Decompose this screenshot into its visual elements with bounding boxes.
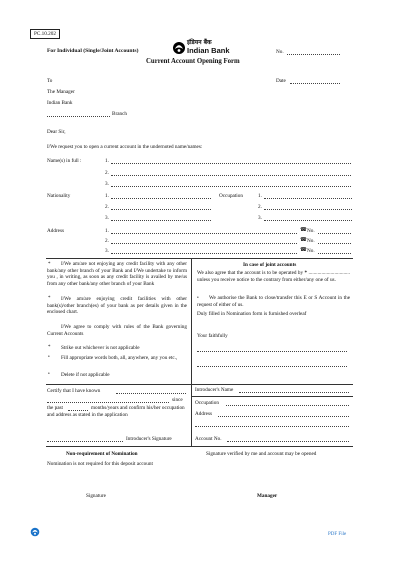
address-row-2-number: 2. xyxy=(105,238,109,244)
certify-months: months/years and confirm his/her occupation and address as stated in the application xyxy=(47,405,185,418)
name-row-3-number: 3. xyxy=(105,181,109,187)
bullet-star-1: * xyxy=(48,262,51,267)
address-row-1-number: 1. xyxy=(105,228,109,234)
names-label: Name(s) in full : xyxy=(47,158,82,164)
nomination-heading: Non-requirement of Nomination xyxy=(66,451,138,457)
divider-intro-name xyxy=(191,396,353,397)
certify-name-field[interactable] xyxy=(116,393,186,394)
address-row-3-number: 3. xyxy=(105,248,109,254)
bank-logo xyxy=(172,40,232,56)
occupation-field-2[interactable] xyxy=(264,209,352,210)
bullet-dot-right: • xyxy=(197,296,199,301)
occupation-row-3-number: 3. xyxy=(258,215,262,221)
certify-the-past: the past xyxy=(47,405,63,411)
footer-logo xyxy=(30,527,40,537)
address-intro-label: Address xyxy=(195,411,213,417)
left-para-2: I/We am/are enjoying credit facilities with other bank(s)/other branch(es) of your bank as per details given in the enclosed chart. xyxy=(47,296,187,315)
note-3: Delete if not applicable xyxy=(61,372,110,378)
signature-line-2[interactable] xyxy=(197,366,347,367)
nationality-field-2[interactable] xyxy=(111,209,211,210)
request-text: I/We request you to open a current account in the undernoted name/names: xyxy=(47,144,203,150)
date-label: Date xyxy=(276,78,286,84)
note-1: Strike out whichever is not applicable xyxy=(61,345,140,351)
phone-field-1[interactable] xyxy=(318,233,351,234)
nationality-field-3[interactable] xyxy=(111,220,211,221)
certify-line-2[interactable] xyxy=(47,402,169,403)
nationality-field-1[interactable] xyxy=(111,198,211,199)
bullet-dot-2: • xyxy=(48,372,50,377)
bank-label: Indian Bank xyxy=(47,100,73,106)
certify-since: since xyxy=(172,397,183,403)
certify-text-1: Certify that I have known xyxy=(47,388,101,394)
divider-certify-bottom xyxy=(46,446,353,447)
introducer-signature-label: Introducer's Signature xyxy=(126,436,172,442)
phone-label-3: No. xyxy=(307,248,315,254)
address-intro-field-1[interactable] xyxy=(218,416,349,417)
left-para-3: I/We agree to comply with rules of the Bank governing Current Accounts xyxy=(47,324,187,337)
divider-top xyxy=(46,258,353,259)
account-no-field[interactable] xyxy=(227,441,349,442)
individual-label: For Individual (Single/Joint Accounts) xyxy=(47,48,139,54)
bank-name-hindi: इंडियन बैंक xyxy=(187,39,212,46)
right-para-2: We authorise the Bank to close/transfer this E or S Account in the request of either of us. xyxy=(197,295,350,308)
nationality-row-3-number: 3. xyxy=(105,215,109,221)
certify-months-text xyxy=(47,405,187,418)
bullet-star-3: * xyxy=(48,345,51,350)
divider-vertical-upper xyxy=(191,258,192,384)
account-no-label: Account No. xyxy=(195,436,222,442)
yours-faithfully: Your faithfully xyxy=(197,333,228,339)
name-field-2[interactable] xyxy=(111,175,351,176)
manager-label: The Manager xyxy=(47,89,75,95)
phone-label-1: No. xyxy=(307,228,315,234)
introducer-name-field[interactable] xyxy=(239,392,349,393)
salutation: Dear Sir, xyxy=(47,129,66,135)
nationality-label: Nationality xyxy=(47,193,71,199)
verified-text: Signature verified by me and account may be opened xyxy=(206,451,317,457)
occupation-row-2-number: 2. xyxy=(258,204,262,210)
footer-logo-icon xyxy=(30,527,40,537)
to-label: To xyxy=(47,78,53,84)
signature-line-1[interactable] xyxy=(197,351,347,352)
form-number-label: No. xyxy=(276,49,284,55)
occupation-intro-field[interactable] xyxy=(226,405,349,406)
form-code-box xyxy=(30,29,60,39)
left-para-1: I/We am/are not enjoying any credit facility with any other bank/any other branch of your Bank and I/We undertake to inform you , in writing, as soon as any credit facility is availed by me/us from any other bank/any other branch of your Bank xyxy=(47,261,187,287)
name-row-1-number: 1. xyxy=(105,158,109,164)
address-intro-field-2[interactable] xyxy=(195,426,349,427)
address-field-2[interactable] xyxy=(111,243,297,244)
introducer-name-label: Introducer's Name xyxy=(195,387,234,393)
bullet-star-2: * xyxy=(48,296,51,301)
phone-icon-1: ☎ xyxy=(300,227,307,233)
phone-label-2: No. xyxy=(307,238,315,244)
nationality-row-1-number: 1. xyxy=(105,193,109,199)
introducer-signature-line[interactable] xyxy=(47,441,123,442)
name-row-2-number: 2. xyxy=(105,170,109,176)
phone-icon-2: ☎ xyxy=(300,237,307,243)
right-para-1 xyxy=(197,270,350,283)
occupation-row-1-number: 1. xyxy=(258,193,262,199)
address-field-3[interactable] xyxy=(111,253,297,254)
name-field-3[interactable] xyxy=(111,186,351,187)
form-number-field[interactable] xyxy=(287,54,340,55)
manager-signature-label: Manager xyxy=(257,493,278,499)
phone-field-2[interactable] xyxy=(318,243,351,244)
bank-logo-icon xyxy=(172,41,186,55)
bank-name: Indian Bank xyxy=(187,46,230,55)
form-code: PC.10.202 xyxy=(34,30,56,37)
right-para-1-mark: * xyxy=(304,270,308,276)
phone-icon-3: ☎ xyxy=(300,247,307,253)
name-field-1[interactable] xyxy=(111,163,351,164)
signature-label: Signature xyxy=(86,493,106,499)
right-para-1-cont: unless you receive notice to the contrary from either/any one of us. xyxy=(197,276,336,283)
occupation-intro-label: Occupation xyxy=(195,400,219,406)
bullet-dot-1: • xyxy=(48,355,50,360)
date-field[interactable] xyxy=(290,83,340,84)
phone-field-3[interactable] xyxy=(318,253,351,254)
divider-certify-top xyxy=(46,384,353,385)
occupation-field-1[interactable] xyxy=(264,198,352,199)
form-title: Current Account Opening Form xyxy=(146,58,240,65)
branch-label: Branch xyxy=(112,111,127,117)
right-para-1-text: We also agree that the account is to be operated by xyxy=(197,270,304,276)
page-reference: PDF File xyxy=(328,532,347,537)
address-field-1[interactable] xyxy=(111,233,297,234)
address-label: Address xyxy=(47,228,65,234)
divider-vertical-lower xyxy=(191,384,192,446)
occupation-label: Occupation xyxy=(219,193,243,199)
nationality-row-2-number: 2. xyxy=(105,204,109,210)
joint-accounts-heading: In case of joint accounts xyxy=(243,262,297,268)
right-para-3: Duly filled in Nomination form is furnished overleaf xyxy=(197,311,307,317)
note-2: Fill appropriate words both, all, anywhere, any you etc., xyxy=(61,355,178,361)
nomination-text: Nomination is not required for this deposit account xyxy=(47,461,153,467)
occupation-field-3[interactable] xyxy=(264,220,352,221)
right-para-1-blank[interactable]: ................................ xyxy=(308,270,350,276)
branch-field[interactable] xyxy=(47,116,110,117)
